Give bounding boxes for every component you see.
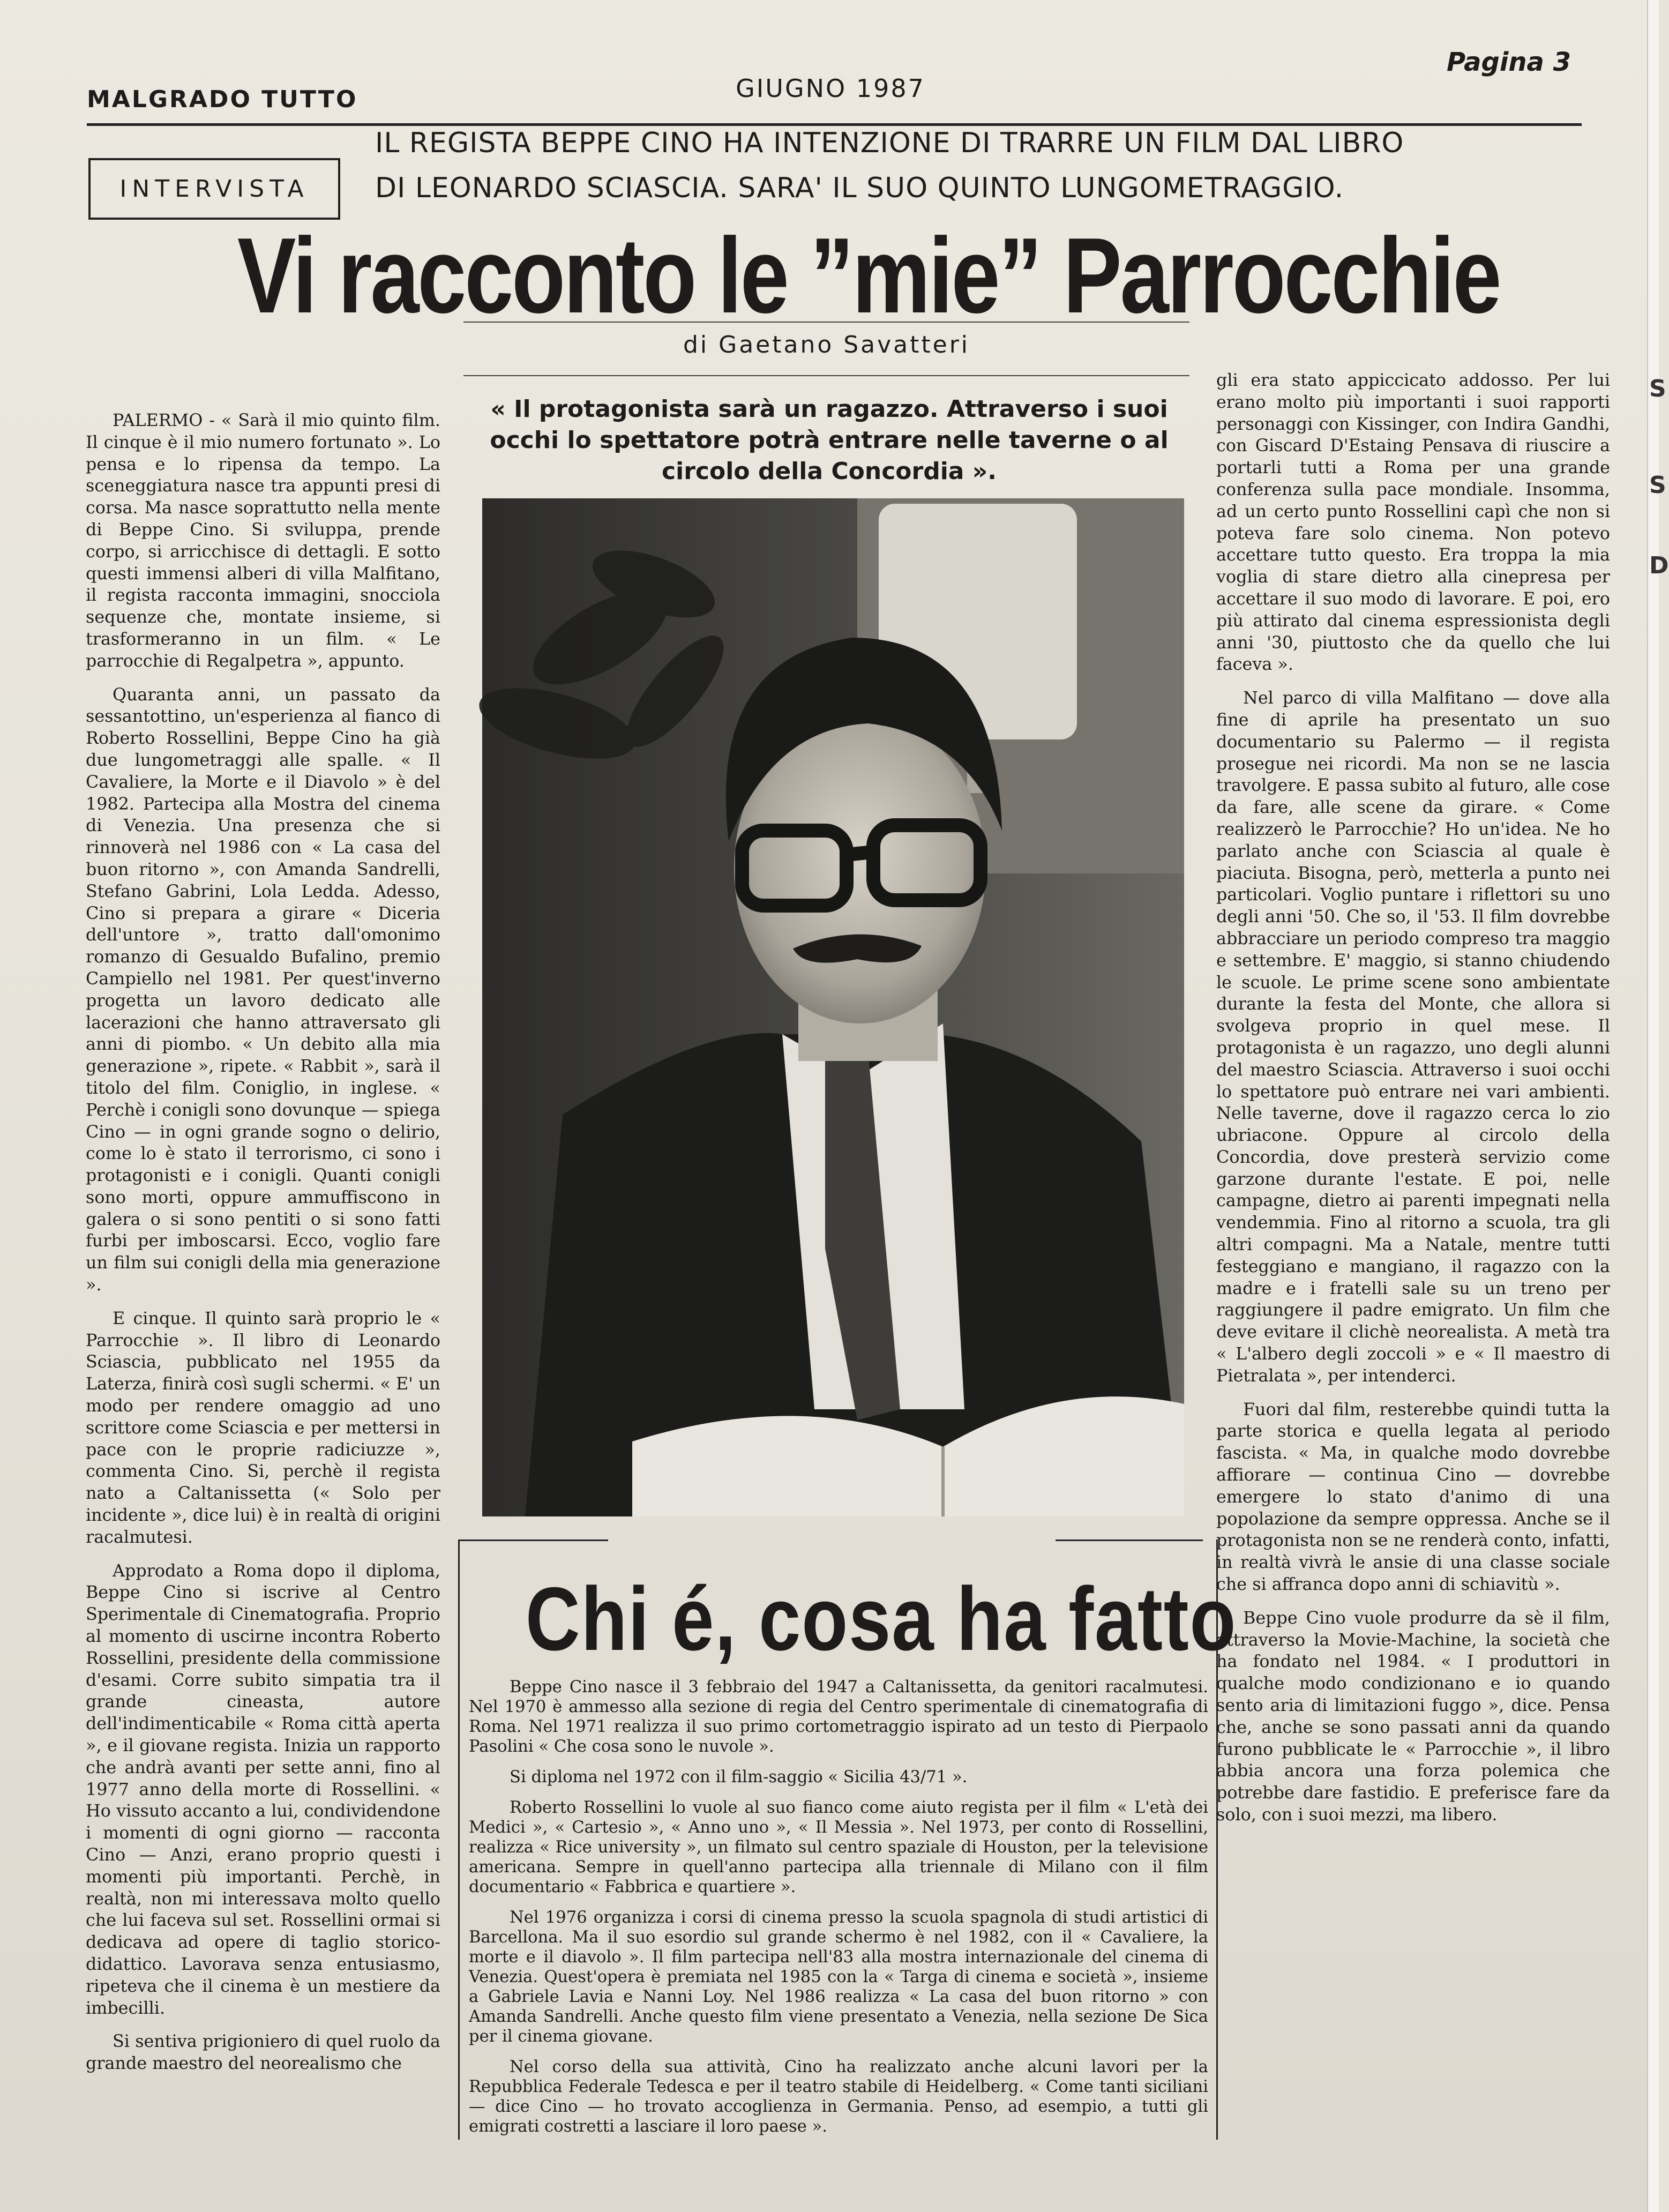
issue-date: GIUGNO 1987 (736, 74, 925, 103)
sidebar-body (469, 1677, 1208, 2147)
article-column-right (1216, 370, 1610, 1838)
article-column-left (86, 410, 440, 2087)
pull-quote: « Il protagonista sarà un ragazzo. Attraverso i suoi occhi lo spettatore potrà entrare nelle taverne o al circolo della Concordia ». (490, 395, 1169, 485)
newspaper-name: MALGRADO TUTTO (87, 86, 358, 113)
article-paragraph: PALERMO - « Sarà il mio quinto film. Il cinque è il mio numero fortunato ». Lo pensa e lo ripensa da tempo. La sceneggiatura nasce tra appunti presi di corsa. Ma nasce soprattutto nella mente di Beppe Cino. Si sviluppa, prende corpo, si arricchisce di dettagli. E sotto questi immensi alberi di villa Malfitano, il regista racconta immagini, snocciola sequenze che, montate insieme, si trasformeranno in un film. « Le parrocchie di Regalpetra », appunto. (86, 410, 440, 671)
sidebar-title: Chi é, cosa ha fatto (525, 1568, 1237, 1669)
sidebar-rule-right (1056, 1540, 1203, 1541)
edge-glyph: S (1649, 375, 1666, 402)
article-paragraph: Quaranta anni, un passato da sessantottino, un'esperienza al fianco di Roberto Rossellini, Beppe Cino ha già due lungometraggi alle spalle. « Il Cavaliere, la Morte e il Diavolo » è del 1982. Partecipa alla Mostra del cinema di Venezia. Una presenza che si rinnoverà nel 1986 con « La casa del buon ritorno », con Amanda Sandrelli, Stefano Gabrini, Lola Ledda. Adesso, Cino si prepara a girare « Diceria dell'untore », tratto dall'omonimo romanzo di Gesualdo Bufalino, premio Campiello nel 1981. Per quest'inverno progetta un lavoro dedicato alle lacerazioni che hanno attraversato gli anni di piombo. « Un debito alla mia generazione », ripete. « Rabbit », sarà il titolo del film. Coniglio, in inglese. « Perchè i conigli sono dovunque — spiega Cino — in ogni grande sogno o delirio, come lo è stato il terrorismo, ci sono i protagonisti e i conigli. Quanti conigli sono morti, oppure ammuffiscono in galera o si sono pentiti o si sono fatti furbi per imboscarsi. Ecco, voglio fare un film sui conigli della mia generazione ». (86, 684, 440, 1295)
article-paragraph: gli era stato appiccicato addosso. Per lui erano molto più importanti i suoi rapporti personaggi con Kissinger, con Indira Gandhi, con Giscard D'Estaing Pensava di riuscire a portarli tutti a Roma per una grande conferenza sulla pace mondiale. Insomma, ad un certo punto Rossellini capì che non si poteva fare solo cinema. Non potevo accettare tutto questo. Era troppa la mia voglia di stare dietro alla cinepresa per accettare il suo modo di lavorare. E poi, ero più attirato dal cinema espressionista degli anni '30, piuttosto che da quello che lui faceva ». (1216, 370, 1610, 675)
article-paragraph: Fuori dal film, resterebbe quindi tutta la parte storica e quella legata al periodo fascista. « Ma, in qualche modo dovrebbe affiorare — continua Cino — dovrebbe emergere lo stato d'animo di una popolazione da sempre oppressa. Anche se il protagonista non se ne renderà conto, infatti, in realtà vivrà le ansie di una classe sociale che si affranca dopo anni di schiavitù ». (1216, 1399, 1610, 1595)
byline-rule-top (463, 322, 1189, 323)
page-number: Pagina 3 (1447, 47, 1571, 77)
sidebar-paragraph: Si diploma nel 1972 con il film-saggio « Sicilia 43/71 ». (510, 1768, 968, 1787)
kicker-line-1: IL REGISTA BEPPE CINO HA INTENZIONE DI TRARRE UN FILM DAL LIBRO (375, 127, 1404, 159)
article-paragraph: E cinque. Il quinto sarà proprio le « Parrocchie ». Il libro di Leonardo Sciascia, pubblicato nel 1955 da Laterza, finirà così sugli schermi. « E' un modo per rendere omaggio ad uno scrittore come Sciascia e per mettersi in pace con le proprie radiciuzze », commenta Cino. Si, perchè il regista nato a Caltanissetta (« Solo per incidente », dice lui) è in realtà di origini racalmutesi. (86, 1308, 440, 1547)
sidebar-paragraph: Beppe Cino nasce il 3 febbraio del 1947 a Caltanissetta, da genitori racalmutesi. Nel 1970 è ammesso alla sezione di regia del Centro sperimentale di cinematografia di Roma. Nel 1971 realizza il suo primo cortometraggio ispirato ad un testo di Pierpaolo Pasolini « Che cosa sono le nuvole ». (469, 1678, 1208, 1756)
byline: di Gaetano Savatteri (683, 331, 970, 358)
sidebar-paragraph: Nel 1976 organizza i corsi di cinema presso la scuola spagnola di studi artistici di Barcellona. Ma il suo esordio sul grande schermo è nel 1982, con il « Cavaliere, la morte e il diavolo ». Il film partecipa nell'83 alla mostra internazionale del cinema di Venezia. Quest'opera è premiata nel 1985 con la « Targa di cinema e società », insieme a Gabriele Lavia e Nanni Loy. Nel 1986 realizza « La casa del buon ritorno » con Amanda Sandrelli. Anche questo film viene presentato a Venezia, nella sezione De Sica per il cinema giovane. (469, 1908, 1208, 2046)
sidebar-paragraph: Roberto Rossellini lo vuole al suo fianco come aiuto regista per il film « L'età dei Medici », « Cartesio », « Anno uno », « Il Messia ». Nel 1973, per conto di Rossellini, realizza « Rice university », un filmato sul centro spaziale di Houston, per la televisione americana. Sempre in quell'anno partecipa alla triennale di Milano con il film documentario « Fabbrica e quartiere ». (469, 1798, 1208, 1896)
edge-glyph: S (1649, 472, 1666, 499)
article-paragraph: Si sentiva prigioniero di quel ruolo da grande maestro del neorealismo che (86, 2031, 440, 2074)
sidebar-border-left (458, 1540, 460, 2140)
article-paragraph: Nel parco di villa Malfitano — dove alla fine di aprile ha presentato un suo documentario su Palermo — il regista prosegue nei ricordi. Ma non se ne lascia travolgere. E passa subito al futuro, alle cose da fare, alle scene da girare. « Come realizzerò le Parrocchie? Ho un'idea. Ne ho parlato anche con Sciascia al quale è piaciuta. Bisogna, però, metterla a punto nei particolari. Voglio puntare i riflettori su uno degli anni '50. Che so, il '53. Il film dovrebbe abbracciare un periodo compreso tra maggio e settembre. E' maggio, si stanno chiudendo le scuole. Le prime scene sono ambientate durante la festa del Monte, che allora si svolgeva proprio in quel mese. Il protagonista è un ragazzo, uno degli alunni del maestro Sciascia. Attraverso i suoi occhi lo spettatore può entrare nei vari ambienti. Nelle taverne, dove il ragazzo cerca lo zio ubriacone. Oppure al circolo della Concordia, dove presterà servizio come garzone durante l'estate. E poi, nelle campagne, dietro ai parenti impegnati nella vendemmia. Fino al ritorno a scuola, tra gli altri compagni. Ma a Natale, mentre tutti festeggiano e mangiano, il ragazzo con la madre e i fratelli sale su un treno per raggiungere il padre emigrato. Un film che deve evitare il clichè neorealista. A metà tra « L'albero degli zoccoli » e « Il maestro di Pietralata », per intenderci. (1216, 688, 1610, 1386)
sidebar-rule-left (458, 1540, 608, 1541)
article-paragraph: Beppe Cino vuole produrre da sè il film, attraverso la Movie-Machine, la società che ha fondato nel 1984. « I produttori in qualche modo condizionano e io quando sento aria di limitazioni fuggo », dice. Pensa che, anche se sono passati anni da quando furono pubblicate le « Parrocchie », il libro abbia ancora una forza polemica che potrebbe dare fastidio. E preferisce fare da solo, con i suoi mezzi, ma libero. (1216, 1608, 1610, 1825)
portrait-photo (482, 498, 1184, 1516)
section-label: INTERVISTA (119, 175, 309, 203)
headline: Vi racconto le ”mie” Parrocchie (237, 216, 1500, 335)
section-label-box (88, 158, 340, 220)
portrait-illustration (482, 498, 1184, 1516)
adjacent-page-edge (1647, 0, 1669, 2212)
byline-rule-bottom (463, 375, 1189, 376)
article-paragraph: Approdato a Roma dopo il diploma, Beppe Cino si iscrive al Centro Sperimentale di Cinematografia. Proprio al momento di uscirne incontra Roberto Rossellini, presidente della commissione d'esami. Corre subito simpatia tra il grande cineasta, autore dell'indimenticabile « Roma città aperta », e il giovane regista. Inizia un rapporto che andrà avanti per sette anni, fino al 1977 anno della morte di Rossellini. « Ho vissuto accanto a lui, condividendone i momenti di ogni giorno — racconta Cino — Anzi, erano proprio questi i momenti più importanti. Perchè, in realtà, non mi interessava molto quello che lui faceva sul set. Rossellini ormai si dedicava ad opere di taglio storico-didattico. Lavorava senza entusiasmo, ripeteva che il cinema è un mestiere da imbecilli. (86, 1560, 440, 2018)
kicker-text (375, 121, 1447, 211)
sidebar-paragraph: Nel corso della sua attività, Cino ha realizzato anche alcuni lavori per la Repubblica Federale Tedesca e per il teatro stabile di Heidelberg. « Come tanti siciliani — dice Cino — ho trovato accoglienza in Germania. Penso, ad esempio, a tutti gli emigrati costretti a lasciare il loro paese ». (469, 2058, 1208, 2136)
kicker-line-2: DI LEONARDO SCIASCIA. SARA' IL SUO QUINTO LUNGOMETRAGGIO. (375, 172, 1344, 204)
edge-glyph: D (1649, 552, 1669, 579)
